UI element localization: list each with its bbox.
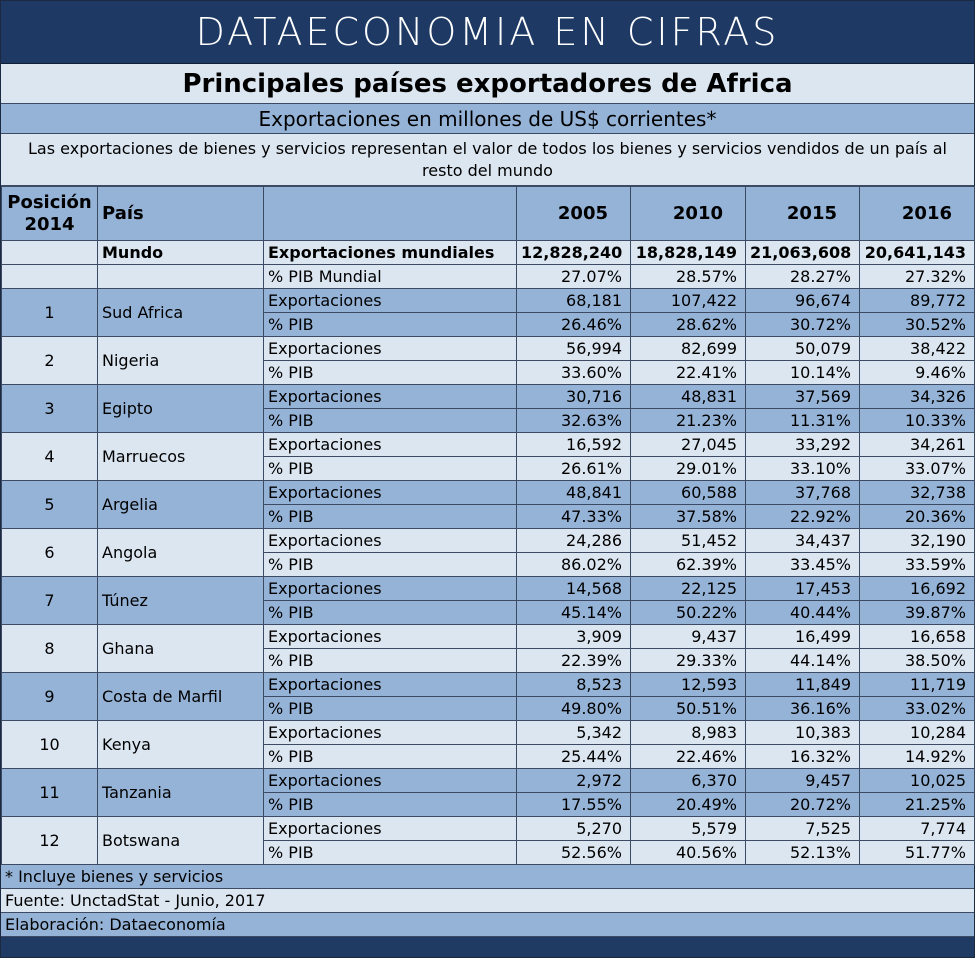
country-position: 10: [2, 721, 98, 769]
gdp-value: 10.14%: [746, 361, 860, 385]
metric-label-gdp: % PIB: [264, 601, 517, 625]
country-position: 3: [2, 385, 98, 433]
country-name: Ghana: [98, 625, 264, 673]
country-exports-row: [2, 625, 975, 649]
world-gdp-value: 28.57%: [631, 265, 746, 289]
world-name: Mundo: [98, 241, 264, 265]
country-exports-row: [2, 385, 975, 409]
table-body: [2, 241, 975, 865]
gdp-value: 33.60%: [517, 361, 631, 385]
gdp-value: 29.01%: [631, 457, 746, 481]
world-gdp-value: 28.27%: [746, 265, 860, 289]
world-gdp-value: 27.32%: [860, 265, 975, 289]
gdp-value: 22.92%: [746, 505, 860, 529]
gdp-value: 50.51%: [631, 697, 746, 721]
gdp-value: 30.52%: [860, 313, 975, 337]
export-value: 22,125: [631, 577, 746, 601]
country-position: 1: [2, 289, 98, 337]
country-exports-row: [2, 481, 975, 505]
world-gdp-row: [2, 265, 975, 289]
export-value: 10,284: [860, 721, 975, 745]
export-value: 48,831: [631, 385, 746, 409]
gdp-value: 49.80%: [517, 697, 631, 721]
gdp-value: 50.22%: [631, 601, 746, 625]
export-value: 27,045: [631, 433, 746, 457]
banner-title: DATAECONOMIA EN CIFRAS: [1, 1, 974, 64]
gdp-value: 86.02%: [517, 553, 631, 577]
export-value: 2,972: [517, 769, 631, 793]
metric-label-gdp: % PIB: [264, 841, 517, 865]
export-value: 82,699: [631, 337, 746, 361]
export-value: 96,674: [746, 289, 860, 313]
export-value: 16,658: [860, 625, 975, 649]
gdp-value: 33.07%: [860, 457, 975, 481]
gdp-value: 36.16%: [746, 697, 860, 721]
export-value: 10,025: [860, 769, 975, 793]
subtitle: Exportaciones en millones de US$ corrientes*: [1, 104, 974, 134]
gdp-value: 47.33%: [517, 505, 631, 529]
world-export-value: 21,063,608: [746, 241, 860, 265]
country-position: 6: [2, 529, 98, 577]
gdp-value: 44.14%: [746, 649, 860, 673]
export-value: 10,383: [746, 721, 860, 745]
header-year: 2016: [860, 187, 975, 241]
country-name: Nigeria: [98, 337, 264, 385]
world-name-cell: [98, 265, 264, 289]
export-value: 9,457: [746, 769, 860, 793]
country-position: 8: [2, 625, 98, 673]
export-value: 33,292: [746, 433, 860, 457]
export-value: 34,437: [746, 529, 860, 553]
gdp-value: 33.10%: [746, 457, 860, 481]
export-value: 60,588: [631, 481, 746, 505]
gdp-value: 20.72%: [746, 793, 860, 817]
gdp-value: 10.33%: [860, 409, 975, 433]
export-value: 50,079: [746, 337, 860, 361]
country-exports-row: [2, 337, 975, 361]
country-name: Argelia: [98, 481, 264, 529]
metric-label-gdp: % PIB: [264, 793, 517, 817]
metric-label-gdp: % PIB: [264, 313, 517, 337]
world-export-value: 20,641,143: [860, 241, 975, 265]
gdp-value: 33.59%: [860, 553, 975, 577]
country-position: 5: [2, 481, 98, 529]
footnote-source: Fuente: UnctadStat - Junio, 2017: [1, 889, 974, 913]
export-value: 56,994: [517, 337, 631, 361]
gdp-value: 40.44%: [746, 601, 860, 625]
exports-table: [1, 186, 975, 865]
gdp-value: 22.46%: [631, 745, 746, 769]
metric-label-exports: Exportaciones: [264, 625, 517, 649]
country-exports-row: [2, 433, 975, 457]
gdp-value: 51.77%: [860, 841, 975, 865]
export-value: 7,525: [746, 817, 860, 841]
world-export-label: Exportaciones mundiales: [264, 241, 517, 265]
gdp-value: 22.39%: [517, 649, 631, 673]
metric-label-gdp: % PIB: [264, 553, 517, 577]
metric-label-gdp: % PIB: [264, 697, 517, 721]
metric-label-gdp: % PIB: [264, 361, 517, 385]
gdp-value: 22.41%: [631, 361, 746, 385]
world-position-cell: [2, 265, 98, 289]
gdp-value: 20.49%: [631, 793, 746, 817]
country-position: 12: [2, 817, 98, 865]
gdp-value: 9.46%: [860, 361, 975, 385]
country-name: Tanzania: [98, 769, 264, 817]
world-position-cell: [2, 241, 98, 265]
country-exports-row: [2, 817, 975, 841]
export-value: 5,342: [517, 721, 631, 745]
country-exports-row: [2, 673, 975, 697]
metric-label-gdp: % PIB: [264, 409, 517, 433]
gdp-value: 20.36%: [860, 505, 975, 529]
export-value: 107,422: [631, 289, 746, 313]
gdp-value: 17.55%: [517, 793, 631, 817]
export-value: 68,181: [517, 289, 631, 313]
export-value: 6,370: [631, 769, 746, 793]
metric-label-gdp: % PIB: [264, 649, 517, 673]
gdp-value: 28.62%: [631, 313, 746, 337]
metric-label-exports: Exportaciones: [264, 817, 517, 841]
metric-label-exports: Exportaciones: [264, 433, 517, 457]
gdp-value: 52.13%: [746, 841, 860, 865]
export-value: 16,592: [517, 433, 631, 457]
header-metric: [264, 187, 517, 241]
country-position: 11: [2, 769, 98, 817]
metric-label-exports: Exportaciones: [264, 337, 517, 361]
world-export-value: 18,828,149: [631, 241, 746, 265]
export-value: 51,452: [631, 529, 746, 553]
export-value: 34,326: [860, 385, 975, 409]
country-name: Sud Africa: [98, 289, 264, 337]
export-value: 14,568: [517, 577, 631, 601]
export-value: 89,772: [860, 289, 975, 313]
page-title: Principales países exportadores de Africa: [1, 64, 974, 104]
metric-label-exports: Exportaciones: [264, 481, 517, 505]
country-position: 9: [2, 673, 98, 721]
export-value: 37,768: [746, 481, 860, 505]
gdp-value: 40.56%: [631, 841, 746, 865]
country-name: Kenya: [98, 721, 264, 769]
country-name: Túnez: [98, 577, 264, 625]
export-value: 8,983: [631, 721, 746, 745]
header-position: Posición 2014: [2, 187, 98, 241]
country-name: Egipto: [98, 385, 264, 433]
gdp-value: 21.23%: [631, 409, 746, 433]
metric-label-exports: Exportaciones: [264, 721, 517, 745]
export-value: 32,190: [860, 529, 975, 553]
country-exports-row: [2, 289, 975, 313]
export-value: 48,841: [517, 481, 631, 505]
header-year: 2005: [517, 187, 631, 241]
country-name: Angola: [98, 529, 264, 577]
header-year: 2015: [746, 187, 860, 241]
country-exports-row: [2, 769, 975, 793]
country-exports-row: [2, 577, 975, 601]
metric-label-exports: Exportaciones: [264, 673, 517, 697]
metric-label-gdp: % PIB: [264, 745, 517, 769]
export-value: 24,286: [517, 529, 631, 553]
gdp-value: 16.32%: [746, 745, 860, 769]
export-value: 7,774: [860, 817, 975, 841]
world-export-value: 12,828,240: [517, 241, 631, 265]
export-value: 34,261: [860, 433, 975, 457]
gdp-value: 33.45%: [746, 553, 860, 577]
export-value: 8,523: [517, 673, 631, 697]
description: Las exportaciones de bienes y servicios representan el valor de todos los bienes y servicios vendidos de un país al resto del mundo: [1, 134, 974, 186]
country-position: 2: [2, 337, 98, 385]
gdp-value: 30.72%: [746, 313, 860, 337]
world-exports-row: [2, 241, 975, 265]
gdp-value: 14.92%: [860, 745, 975, 769]
header-country: País: [98, 187, 264, 241]
gdp-value: 62.39%: [631, 553, 746, 577]
gdp-value: 33.02%: [860, 697, 975, 721]
gdp-value: 21.25%: [860, 793, 975, 817]
gdp-value: 37.58%: [631, 505, 746, 529]
gdp-value: 52.56%: [517, 841, 631, 865]
export-value: 9,437: [631, 625, 746, 649]
header-year: 2010: [631, 187, 746, 241]
gdp-value: 39.87%: [860, 601, 975, 625]
world-gdp-value: 27.07%: [517, 265, 631, 289]
metric-label-exports: Exportaciones: [264, 769, 517, 793]
export-value: 30,716: [517, 385, 631, 409]
export-value: 16,499: [746, 625, 860, 649]
metric-label-exports: Exportaciones: [264, 385, 517, 409]
country-position: 4: [2, 433, 98, 481]
country-position: 7: [2, 577, 98, 625]
footnote-note: * Incluye bienes y servicios: [1, 865, 974, 889]
export-value: 11,849: [746, 673, 860, 697]
export-value: 37,569: [746, 385, 860, 409]
export-value: 5,579: [631, 817, 746, 841]
gdp-value: 26.46%: [517, 313, 631, 337]
export-value: 17,453: [746, 577, 860, 601]
country-exports-row: [2, 529, 975, 553]
table-header: [2, 187, 975, 241]
country-exports-row: [2, 721, 975, 745]
gdp-value: 25.44%: [517, 745, 631, 769]
country-name: Costa de Marfil: [98, 673, 264, 721]
footnote-credit: Elaboración: Dataeconomía: [1, 913, 974, 937]
metric-label-gdp: % PIB: [264, 505, 517, 529]
metric-label-gdp: % PIB: [264, 457, 517, 481]
metric-label-exports: Exportaciones: [264, 289, 517, 313]
metric-label-exports: Exportaciones: [264, 529, 517, 553]
export-value: 12,593: [631, 673, 746, 697]
country-name: Botswana: [98, 817, 264, 865]
export-value: 32,738: [860, 481, 975, 505]
export-value: 16,692: [860, 577, 975, 601]
gdp-value: 32.63%: [517, 409, 631, 433]
gdp-value: 11.31%: [746, 409, 860, 433]
gdp-value: 38.50%: [860, 649, 975, 673]
gdp-value: 26.61%: [517, 457, 631, 481]
gdp-value: 29.33%: [631, 649, 746, 673]
world-gdp-label: % PIB Mundial: [264, 265, 517, 289]
export-value: 5,270: [517, 817, 631, 841]
metric-label-exports: Exportaciones: [264, 577, 517, 601]
country-name: Marruecos: [98, 433, 264, 481]
gdp-value: 45.14%: [517, 601, 631, 625]
export-value: 11,719: [860, 673, 975, 697]
export-value: 38,422: [860, 337, 975, 361]
export-value: 3,909: [517, 625, 631, 649]
